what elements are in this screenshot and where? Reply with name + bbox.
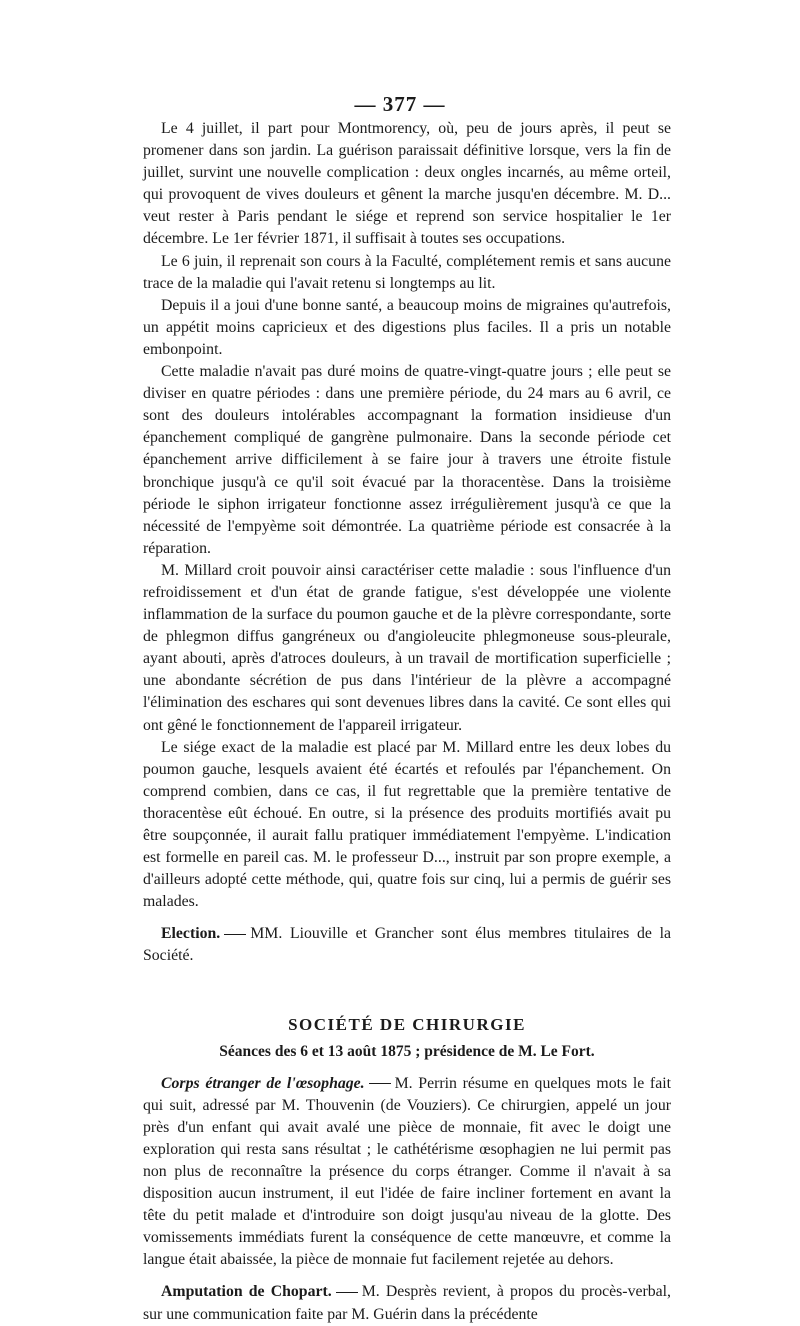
society-heading: SOCIÉTÉ DE CHIRURGIE [288,1014,526,1034]
election-text: MM. Liouville et Grancher sont élus membres titulaires de la Société. [143,925,671,965]
paragraph-amputation [143,1281,671,1325]
corps-text: M. Perrin résume en quelques mots le fait qui suit, adressé par M. Thouvenin (de Vouziers). Ce chirurgien, appelé un jour près d'un enfant qui avait avalé une pièce de monnaie, fit avec le doigt une exploration qui resta sans résultat ; le cathétérisme œsophagien ne lui permit pas non plus de reconnaître la présence du corps étranger. Comme il n'avait à sa disposition aucun instrument, il eut l'idée de faire incliner fortement en avant la tête du petit malade et d'introduire son doigt jusqu'au niveau de la glotte. Des vomissements immédiats furent la conséquence de cette manœuvre, et comme la langue était abaissée, la pièce de monnaie fut facilement rejetée au dehors. [143,1074,671,1269]
paragraph-recovery: Le 4 juillet, il part pour Montmorency, où, peu de jours après, il peut se promener dans son jardin. La guérison paraissait définitive lorsque, vers la fin de juillet, survint une nouvelle complication : deux ongles incarnés, au même orteil, qui provoquent de vives douleurs et gênent la marche jusqu'en décembre. M. D... veut rester à Paris pendant le siége et reprend son service hospitalier le 1er décembre. Le 1er février 1871, il suffisait à toutes ses occupations. [143,120,671,248]
paragraph-return-to-faculty: Le 6 juin, il reprenait son cours à la Faculté, complétement remis et sans aucune trace de la maladie qui l'avait retenu si longtemps au lit. [143,252,671,292]
corps-lead: Corps étranger de l'œsophage. [161,1074,365,1092]
session-line: Séances des 6 et 13 août 1875 ; présidence de M. Le Fort. [219,1042,595,1060]
dash-rule [369,1083,391,1084]
dash-rule [224,934,246,935]
amputation-text: M. Desprès revient, à propos du procès-verbal, sur une communication faite par M. Guérin dans la précédente [143,1283,671,1323]
paragraph-disease-location: Le siége exact de la maladie est placé par M. Millard entre les deux lobes du poumon gauche, lesquels avaient été écartés et refoulés par l'épanchement. On comprend combien, dans ce cas, il fut regrettable que la première tentative de thoracentèse eût échoué. En outre, si la présence des produits mortifiés avait pu être soupçonnée, il aurait fallu pratiquer immédiatement l'empyème. L'indication est formelle en pareil cas. M. le professeur D..., instruit par son propre exemple, a d'ailleurs adopté cette méthode, qui, quatre fois sur cinq, lui a permis de guérir ses malades. [143,738,671,911]
page-number: — 377 — [354,92,446,116]
paragraph-good-health: Depuis il a joui d'une bonne santé, a beaucoup moins de migraines qu'autrefois, un appétit moins capricieux et des digestions plus faciles. Il a pris un notable embonpoint. [143,296,671,358]
election-lead: Election. [161,925,221,943]
paragraph-millard-analysis: M. Millard croit pouvoir ainsi caractériser cette maladie : sous l'influence d'un refroidissement et d'un état de grande fatigue, s'est développée une violente inflammation de la surface du poumon gauche et de la plèvre correspondante, sorte de phlegmon diffus gangréneux ou d'angioleucite phlegmoneuse sous-pleurale, ayant abouti, après d'atroces douleurs, à un travail de mortification superficielle ; une abondante sécrétion de pus dans l'intérieur de la plèvre a accompagné l'élimination des eschares qui sont devenues libres dans la cavité. Ce sont elles qui ont gêné le fonctionnement de l'appareil irrigateur. [143,561,671,734]
amputation-lead: Amputation de Chopart. [161,1283,332,1301]
paragraph-four-periods: Cette maladie n'avait pas duré moins de quatre-vingt-quatre jours ; elle peut se diviser en quatre périodes : dans une première période, du 24 mars au 6 avril, ce sont des douleurs intolérables accompagnant la formation insidieuse d'un épanchement compliqué de gangrène pulmonaire. Dans la seconde période cet épanchement arrive difficilement à se faire jour à travers une étroite fistule bronchique jusqu'à ce qu'il soit évacué par la thoracentèse. Dans la troisième période le siphon irrigateur fonctionne assez irrégulièrement jusqu'à ce que la nécessité de l'empyème soit démontrée. La quatrième période est consacrée à la réparation. [143,363,671,557]
paragraph-election [143,923,671,967]
page-body [143,118,671,1326]
paragraph-corps-etranger [143,1073,671,1272]
dash-rule [336,1292,358,1293]
